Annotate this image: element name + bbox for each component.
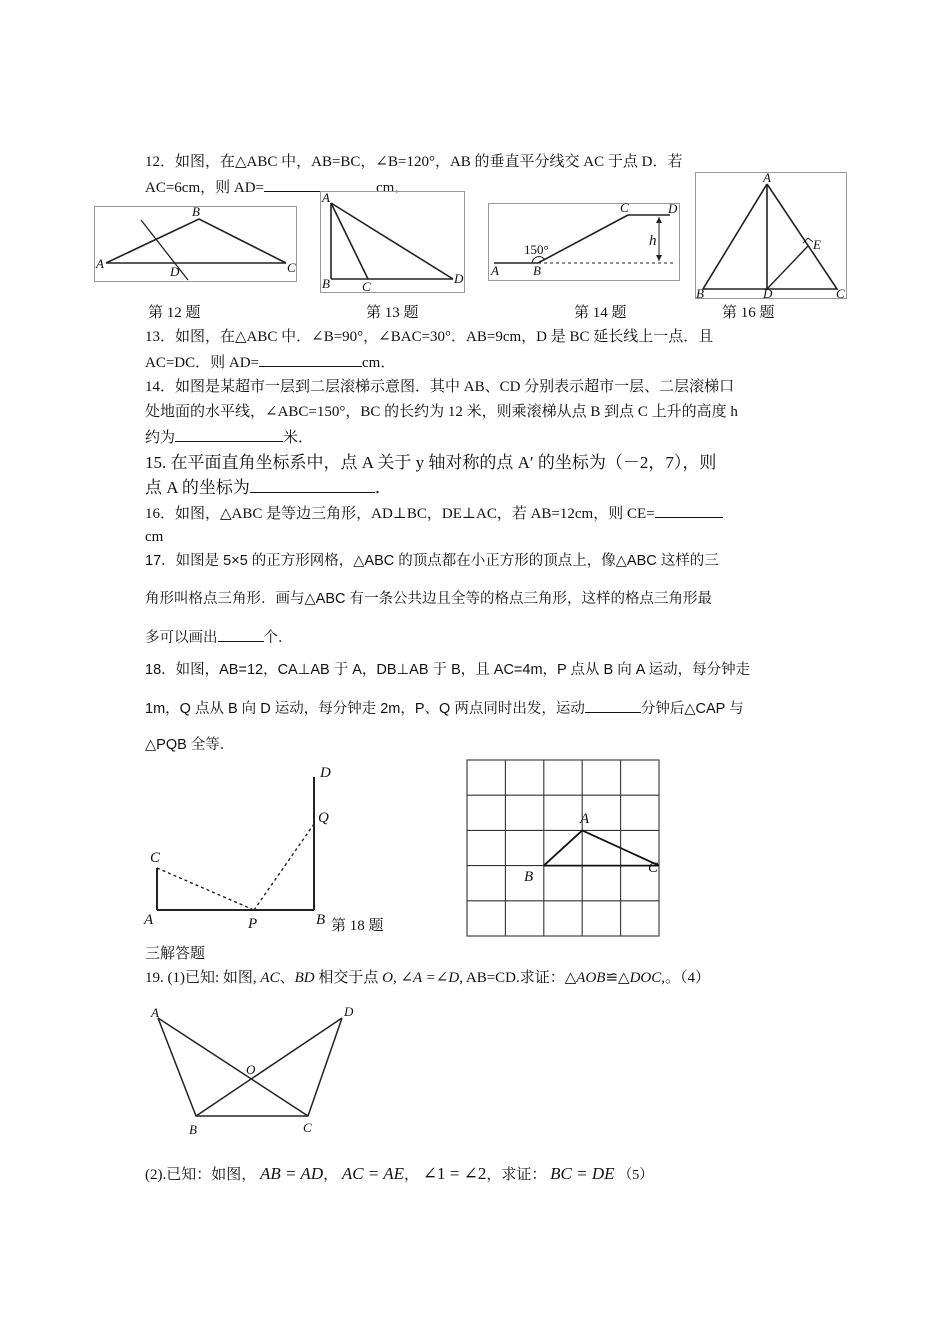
q18-line2-prefix: 1m，Q 点从 B 向 D 运动，每分钟走 2m，P、Q 两点同时出发，运动 xyxy=(145,701,585,717)
q13-line2 xyxy=(145,352,395,373)
q13-caption: 第 13 题 xyxy=(366,305,419,321)
fig17-triangle xyxy=(544,830,659,865)
q19-p1-c: 、 xyxy=(279,970,295,986)
q16-caption: 第 16 题 xyxy=(722,305,775,321)
q16-line2: cm xyxy=(145,529,164,545)
q19-p2-score: （5） xyxy=(618,1168,654,1183)
fig18-label-a: A xyxy=(144,912,154,928)
q15-line2-prefix: 点 A 的坐标为 xyxy=(145,478,250,497)
fig13-label-a: A xyxy=(322,191,330,205)
q19-p1-b: AC xyxy=(260,970,280,986)
q18-line2-suffix: 分钟后△CAP 与 xyxy=(640,701,744,717)
fig16-label-d: D xyxy=(763,286,773,299)
q16-line1-text: 16．如图，△ABC 是等边三角形，AD⊥BC，DE⊥AC，若 AB=12cm，则 CE= xyxy=(145,506,655,522)
q19-p2-sep2: ， xyxy=(404,1167,420,1183)
q17-line1: 17．如图是 5×5 的正方形网格，△ABC 的顶点都在小正方形的顶点上，像△ABC 这样的三 xyxy=(145,553,719,569)
q14-line2: 处地面的水平线，∠ABC=150°，BC 的长约为 12 米，则乘滚梯从点 B 到点 C 上升的高度 h xyxy=(145,404,738,420)
fig14-label-c: C xyxy=(620,203,629,215)
figure-16 xyxy=(695,172,847,299)
fig18-label-d: D xyxy=(320,765,331,781)
fig12-label-d: D xyxy=(170,264,180,279)
q19-p1-i: ≌△ xyxy=(605,970,630,986)
fig16-label-e: E xyxy=(813,237,821,252)
q19-p2-b: ，求证： xyxy=(486,1167,547,1183)
fig13-label-d: D xyxy=(454,271,464,286)
q12-answer-blank[interactable] xyxy=(264,177,376,192)
q19-p2-m1: AB = AD xyxy=(260,1164,324,1183)
q15-line1: 15. 在平面直角坐标系中，点 A 关于 y 轴对称的点 A′ 的坐标为（－2，7），则 xyxy=(145,453,717,472)
q13-line2-prefix: AC=DC．则 AD= xyxy=(145,355,260,371)
fig19-label-o: O xyxy=(246,1062,256,1077)
q18-line3: △PQB 全等． xyxy=(145,737,235,753)
section-heading: 三解答题 xyxy=(145,946,206,962)
q19-p1-j: DOC, xyxy=(629,970,665,986)
q19-p2-sep1: ， xyxy=(323,1167,339,1183)
fig12-label-a: A xyxy=(96,256,104,271)
fig16-label-c: C xyxy=(836,286,845,299)
q14-line3-suffix: 米． xyxy=(283,430,314,446)
q19-p1-d: BD xyxy=(294,970,315,986)
figure-19 xyxy=(146,1002,366,1142)
fig12-label-b: B xyxy=(192,206,200,219)
q19-p2-a: (2).已知：如图， xyxy=(145,1167,257,1183)
q17-line3-suffix: 个． xyxy=(263,630,293,646)
fig13-label-c: C xyxy=(362,279,371,293)
fig12-triangle xyxy=(106,219,286,263)
q16-line1 xyxy=(145,503,723,524)
q19-p2-m3: ∠1 = ∠2 xyxy=(422,1164,487,1183)
q19-p1-a: 19. (1)已知: 如图, xyxy=(145,970,261,986)
figure-13 xyxy=(320,191,465,293)
q13-answer-blank[interactable] xyxy=(259,352,362,367)
fig14-label-b: B xyxy=(533,263,541,278)
figure-14 xyxy=(488,203,680,281)
fig19-label-d: D xyxy=(344,1004,354,1019)
q12-line2-suffix: cm． xyxy=(376,180,410,196)
figure-18 xyxy=(142,762,342,932)
q14-line3-prefix: 约为 xyxy=(145,430,176,446)
q18-line2 xyxy=(145,698,744,719)
fig14-label-h: h xyxy=(649,233,657,249)
q18-answer-blank[interactable] xyxy=(585,698,641,713)
fig12-label-c: C xyxy=(287,260,296,275)
q16-answer-blank[interactable] xyxy=(655,503,723,518)
q19-p1-g: AB=CD.求证：△ xyxy=(462,970,577,986)
fig17-label-a: A xyxy=(580,811,590,827)
fig14-label-d: D xyxy=(668,203,678,216)
q14-caption: 第 14 题 xyxy=(574,305,627,321)
q18-caption: 第 18 题 xyxy=(331,918,384,934)
fig16-label-b: B xyxy=(696,286,704,299)
q17-answer-blank[interactable] xyxy=(218,627,264,642)
q19-part2 xyxy=(145,1163,653,1187)
q19-p2-m4: BC = DE xyxy=(550,1164,615,1183)
q14-line3 xyxy=(145,427,313,448)
fig17-label-b: B xyxy=(524,869,534,885)
fig16-label-a: A xyxy=(763,172,771,185)
q15-answer-blank[interactable] xyxy=(250,478,375,493)
q12-line2-prefix: AC=6cm，则 AD= xyxy=(145,180,264,196)
fig18-label-p: P xyxy=(248,916,258,932)
fig19-label-a: A xyxy=(151,1005,159,1020)
fig18-label-q: Q xyxy=(318,810,329,826)
q17-line2: 角形叫格点三角形．画与△ABC 有一条公共边且全等的格点三角形，这样的格点三角形最 xyxy=(145,591,712,607)
q13-line1: 13．如图，在△ABC 中．∠B=90°，∠BAC=30°．AB=9cm，D 是 BC 延长线上一点．且 xyxy=(145,329,714,345)
q12-caption: 第 12 题 xyxy=(148,305,201,321)
figure-17-grid xyxy=(466,759,662,939)
q19-p2-m2: AC = AE xyxy=(341,1164,405,1183)
fig19-label-b: B xyxy=(189,1122,197,1137)
q12-line1: 12．如图，在△ABC 中，AB=BC，∠B=120°，AB 的垂直平分线交 AC 于点 D．若 xyxy=(145,154,683,170)
fig18-label-c: C xyxy=(150,850,161,866)
q19-part1 xyxy=(145,968,710,988)
q14-answer-blank[interactable] xyxy=(175,427,283,442)
q13-line2-suffix: cm． xyxy=(362,355,396,371)
figure-12 xyxy=(94,206,297,282)
fig14-angle-label: 150° xyxy=(524,242,549,257)
q15-line2 xyxy=(145,478,392,498)
q14-line1: 14．如图是某超市一层到二层滚梯示意图．其中 AB、CD 分别表示超市一层、二层滚梯口 xyxy=(145,379,735,395)
q15-line2-suffix: ． xyxy=(374,478,392,497)
fig19-label-c: C xyxy=(303,1120,312,1135)
fig17-label-c: C xyxy=(648,860,659,876)
q19-p1-e: 相交于点 xyxy=(314,970,383,986)
q17-line3-prefix: 多可以画出 xyxy=(145,630,218,646)
q17-line3 xyxy=(145,627,293,648)
q19-p1-f: O, ∠A =∠D, xyxy=(382,970,463,986)
fig18-label-b: B xyxy=(316,912,326,928)
fig14-label-a: A xyxy=(491,263,499,278)
q18-line1: 18．如图，AB=12，CA⊥AB 于 A，DB⊥AB 于 B，且 AC=4m，P 点从 B 向 A 运动，每分钟走 xyxy=(145,662,751,678)
q19-p1-h: AOB xyxy=(576,970,606,986)
fig12-bisector xyxy=(141,220,188,280)
q19-p1-k: 。（4） xyxy=(665,970,711,986)
fig13-label-b: B xyxy=(322,276,330,291)
